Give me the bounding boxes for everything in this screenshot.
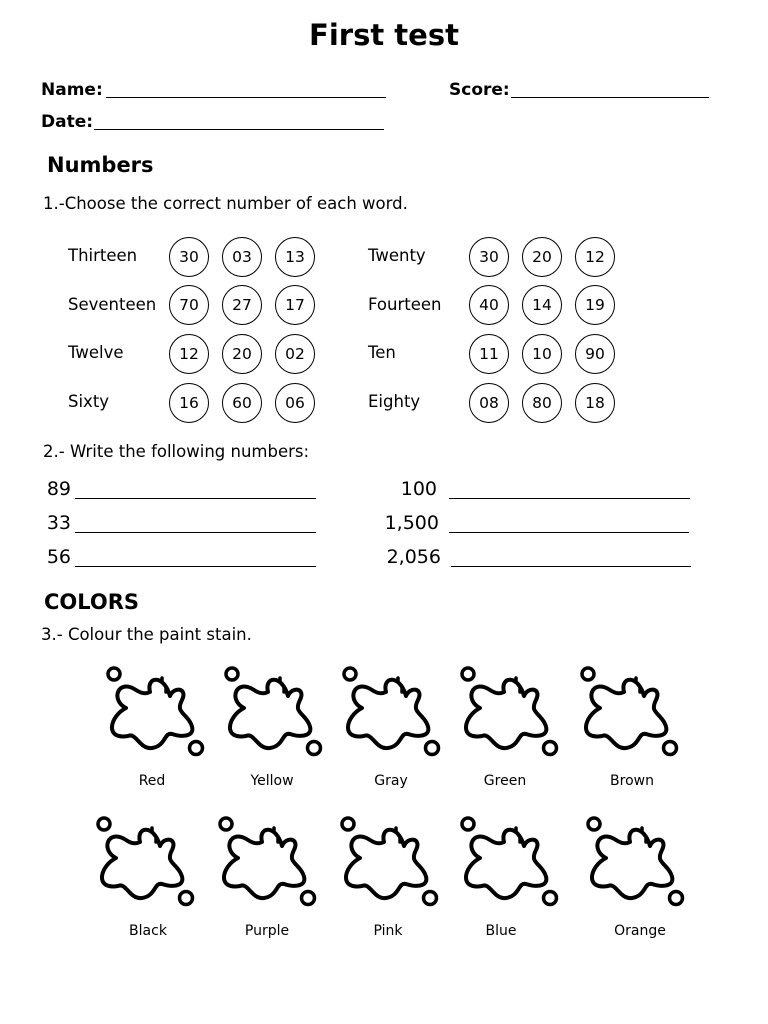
number-option[interactable]: 02 <box>275 334 315 374</box>
paint-stain[interactable] <box>216 660 326 760</box>
score-label: Score: <box>449 80 510 100</box>
write-number: 33 <box>46 512 71 534</box>
stain-label: Black <box>129 923 167 939</box>
stain-label: Red <box>138 773 166 789</box>
number-word: Twenty <box>368 246 426 265</box>
answer-line[interactable] <box>449 498 690 499</box>
number-option[interactable]: 08 <box>469 383 509 423</box>
number-option[interactable]: 13 <box>275 237 315 277</box>
write-number: 100 <box>400 478 437 500</box>
write-number: 56 <box>46 546 71 568</box>
date-label: Date: <box>41 112 94 132</box>
number-option[interactable]: 90 <box>575 334 615 374</box>
stain-label: Green <box>483 773 527 789</box>
number-option[interactable]: 20 <box>522 237 562 277</box>
write-number: 1,500 <box>384 512 439 534</box>
number-option[interactable]: 16 <box>169 383 209 423</box>
paint-stain[interactable] <box>98 660 208 760</box>
numbers-heading: Numbers <box>47 153 154 177</box>
number-word: Sixty <box>68 392 110 411</box>
number-option[interactable]: 27 <box>222 285 262 325</box>
answer-line[interactable] <box>75 566 316 567</box>
answer-line[interactable] <box>451 566 691 567</box>
number-word: Eighty <box>368 392 421 411</box>
paint-stain[interactable] <box>452 810 562 910</box>
answer-line[interactable] <box>75 498 316 499</box>
paint-stain[interactable] <box>88 810 198 910</box>
number-option[interactable]: 60 <box>222 383 262 423</box>
page-title: First test <box>309 18 459 52</box>
number-option[interactable]: 17 <box>275 285 315 325</box>
paint-stain[interactable] <box>578 810 688 910</box>
question-1: 1.-Choose the correct number of each word. <box>43 194 408 213</box>
number-option[interactable]: 18 <box>575 383 615 423</box>
name-field[interactable] <box>106 97 386 98</box>
stain-label: Purple <box>244 923 290 939</box>
number-option[interactable]: 10 <box>522 334 562 374</box>
answer-line[interactable] <box>75 532 316 533</box>
stain-label: Blue <box>485 923 517 939</box>
question-3: 3.- Colour the paint stain. <box>41 625 252 644</box>
number-option[interactable]: 70 <box>169 285 209 325</box>
paint-stain[interactable] <box>210 810 320 910</box>
paint-stain[interactable] <box>572 660 682 760</box>
number-option[interactable]: 80 <box>522 383 562 423</box>
number-word: Fourteen <box>368 295 442 314</box>
number-option[interactable]: 06 <box>275 383 315 423</box>
colors-heading: COLORS <box>44 590 140 614</box>
stain-label: Yellow <box>250 773 294 789</box>
write-number: 89 <box>46 478 71 500</box>
write-number: 2,056 <box>386 546 441 568</box>
number-word: Seventeen <box>68 295 157 314</box>
number-option[interactable]: 20 <box>222 334 262 374</box>
stain-label: Orange <box>614 923 666 939</box>
paint-stain[interactable] <box>334 660 444 760</box>
stain-label: Pink <box>373 923 403 939</box>
question-2: 2.- Write the following numbers: <box>43 442 310 461</box>
number-option[interactable]: 12 <box>169 334 209 374</box>
number-word: Ten <box>368 343 396 362</box>
number-option[interactable]: 30 <box>169 237 209 277</box>
name-label: Name: <box>41 80 103 100</box>
number-word: Thirteen <box>68 246 138 265</box>
number-option[interactable]: 14 <box>522 285 562 325</box>
paint-stain[interactable] <box>452 660 562 760</box>
stain-label: Gray <box>374 773 408 789</box>
score-field[interactable] <box>511 97 709 98</box>
number-option[interactable]: 40 <box>469 285 509 325</box>
answer-line[interactable] <box>449 532 689 533</box>
number-option[interactable]: 12 <box>575 237 615 277</box>
number-option[interactable]: 19 <box>575 285 615 325</box>
number-word: Twelve <box>68 343 124 362</box>
number-option[interactable]: 11 <box>469 334 509 374</box>
paint-stain[interactable] <box>332 810 442 910</box>
number-option[interactable]: 30 <box>469 237 509 277</box>
date-field[interactable] <box>94 129 384 130</box>
number-option[interactable]: 03 <box>222 237 262 277</box>
stain-label: Brown <box>610 773 654 789</box>
